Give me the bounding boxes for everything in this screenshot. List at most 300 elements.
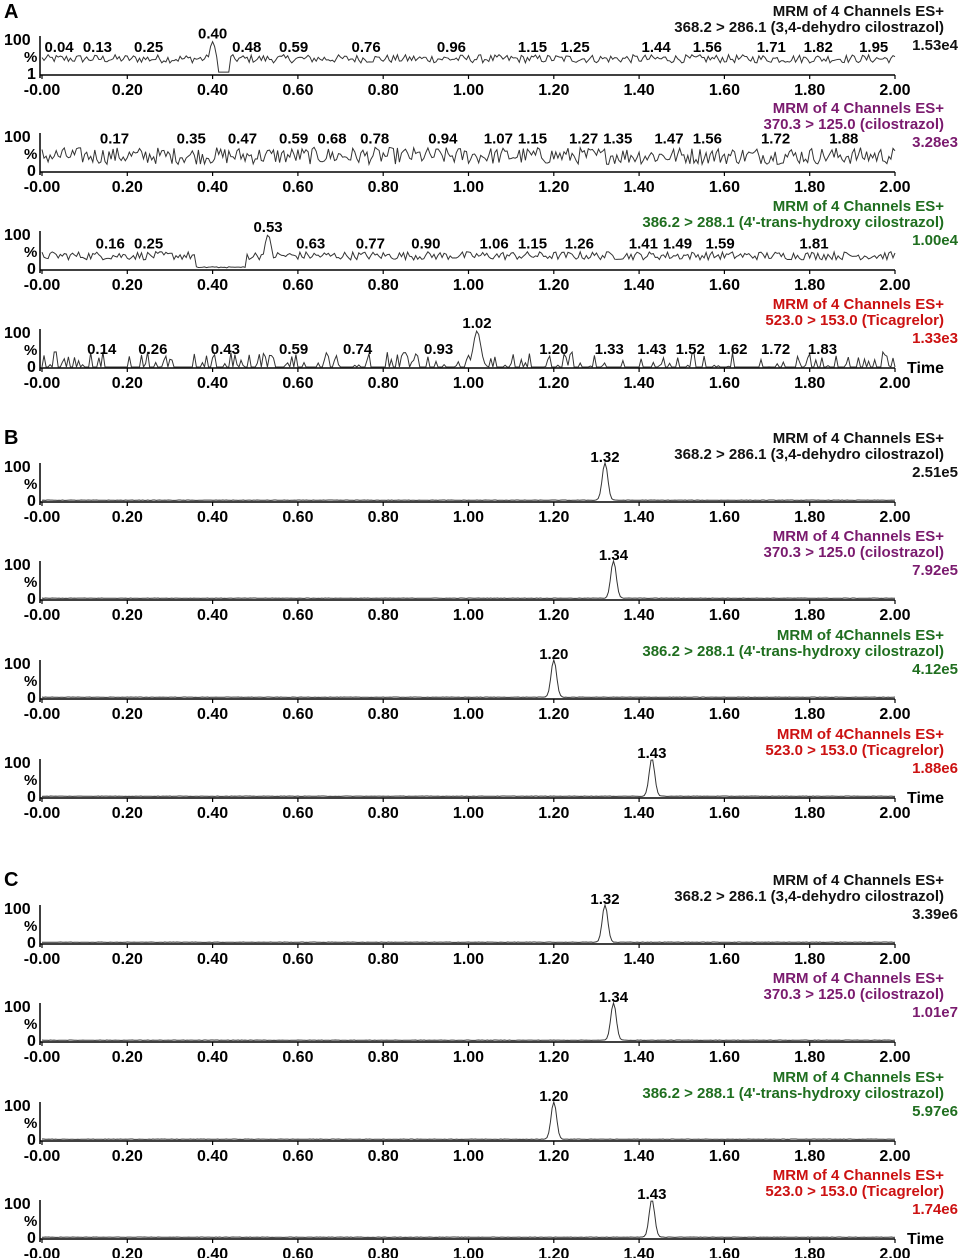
intensity-label: 3.28e3 [912, 134, 958, 151]
channel-title: MRM of 4 Channels ES+ [772, 198, 944, 215]
peak-label: 0.68 [317, 130, 347, 148]
y-axis-label: % [24, 1016, 38, 1033]
x-tick-label: 1.80 [794, 277, 826, 294]
y-axis-label: % [24, 1115, 38, 1132]
x-tick-label: 2.00 [879, 1246, 911, 1258]
x-axis-label: Time [907, 360, 945, 377]
x-tick-label: 1.60 [708, 805, 740, 822]
panel-c [4, 869, 958, 1258]
peak-label: 0.59 [279, 38, 309, 56]
x-tick-label: 1.80 [794, 1049, 826, 1066]
trace [4, 100, 958, 196]
peak-label: 1.59 [705, 235, 735, 253]
x-tick-label: 0.80 [367, 1246, 399, 1258]
x-tick-label: 1.40 [623, 375, 655, 392]
peak-label: 1.15 [517, 235, 548, 253]
y-tick-0: 0 [27, 591, 36, 608]
x-tick-label: 1.80 [794, 805, 826, 822]
transition-label: 370.3 > 125.0 (cilostrazol) [763, 986, 944, 1003]
peak-label: 1.95 [859, 38, 889, 56]
peak-label: 0.26 [138, 340, 168, 358]
x-tick-label: 1.40 [623, 607, 655, 624]
peak-label: 0.59 [279, 340, 309, 358]
peak-label: 0.04 [44, 38, 74, 56]
trace [4, 872, 958, 968]
y-tick-0: 0 [27, 690, 36, 707]
trace-line [42, 760, 895, 797]
trace-line [42, 1003, 895, 1040]
y-axis-label: % [24, 146, 38, 163]
peak-label: 0.94 [428, 130, 458, 148]
transition-label: 386.2 > 288.1 (4'-trans-hydroxy cilostrazol) [642, 1085, 944, 1102]
peak-label: 1.43 [637, 340, 667, 358]
peak-label: 1.25 [560, 38, 590, 56]
y-axis-label: % [24, 1213, 38, 1230]
trace [4, 528, 958, 624]
peak-label: 1.27 [569, 130, 599, 148]
x-tick-label: 0.60 [282, 951, 314, 968]
x-tick-label: 1.20 [538, 607, 570, 624]
peak-label: 0.35 [176, 130, 206, 148]
peak-label: 1.62 [718, 340, 748, 358]
x-tick-label: 1.20 [538, 1049, 570, 1066]
x-tick-label: -0.00 [23, 1246, 61, 1258]
intensity-label: 1.33e3 [912, 330, 958, 347]
y-tick-100: 100 [4, 755, 31, 772]
x-tick-label: 2.00 [879, 82, 911, 99]
x-tick-label: 0.20 [111, 1246, 143, 1258]
channel-title: MRM of 4 Channels ES+ [772, 296, 944, 313]
x-tick-label: 0.20 [111, 509, 143, 526]
y-axis-label: % [24, 342, 38, 359]
peak-label: 0.63 [296, 235, 326, 253]
x-tick-label: 1.80 [794, 706, 826, 723]
channel-title: MRM of 4 Channels ES+ [772, 970, 944, 987]
x-tick-label: 1.60 [708, 1049, 740, 1066]
x-tick-label: 1.20 [538, 375, 570, 392]
panel-label: B [4, 427, 19, 449]
x-tick-label: 1.40 [623, 179, 655, 196]
peak-label: 1.83 [807, 340, 838, 358]
intensity-label: 3.39e6 [912, 906, 958, 923]
x-tick-label: 0.40 [197, 1049, 229, 1066]
peak-label: 0.59 [279, 130, 309, 148]
y-tick-0: 0 [27, 1132, 36, 1149]
x-tick-label: 2.00 [879, 1148, 911, 1165]
x-tick-label: 1.00 [452, 951, 485, 968]
x-tick-label: -0.00 [23, 706, 61, 723]
peak-label: 1.72 [760, 130, 791, 148]
x-tick-label: 1.60 [708, 1148, 740, 1165]
x-tick-label: 2.00 [879, 1049, 911, 1066]
transition-label: 370.3 > 125.0 (cilostrazol) [763, 116, 944, 133]
channel-title: MRM of 4 Channels ES+ [772, 1069, 944, 1086]
y-tick-100: 100 [4, 999, 31, 1016]
channel-title: MRM of 4 Channels ES+ [772, 100, 944, 117]
x-tick-label: 1.80 [794, 1246, 826, 1258]
peak-label: 1.43 [637, 745, 667, 762]
peak-label: 0.48 [232, 38, 262, 56]
panel-b [4, 427, 958, 822]
x-tick-label: 1.80 [794, 607, 826, 624]
transition-label: 523.0 > 153.0 (Ticagrelor) [765, 1183, 944, 1200]
x-tick-label: 0.40 [197, 1246, 229, 1258]
x-tick-label: 1.40 [623, 1246, 655, 1258]
y-tick-0: 0 [27, 1230, 36, 1247]
y-axis-label: % [24, 918, 38, 935]
channel-title: MRM of 4Channels ES+ [776, 627, 944, 644]
x-tick-label: 1.00 [452, 706, 485, 723]
x-tick-label: 0.40 [197, 82, 229, 99]
x-tick-label: 0.60 [282, 375, 314, 392]
x-tick-label: 0.40 [197, 607, 229, 624]
peak-label: 1.20 [539, 646, 569, 663]
x-tick-label: 1.20 [538, 82, 570, 99]
x-tick-label: -0.00 [23, 375, 61, 392]
trace [4, 1167, 958, 1258]
x-tick-label: 0.80 [367, 179, 399, 196]
intensity-label: 1.88e6 [912, 760, 958, 777]
x-tick-label: 1.60 [708, 706, 740, 723]
x-tick-label: 0.20 [111, 805, 143, 822]
y-tick-100: 100 [4, 227, 31, 244]
x-axis-label: Time [907, 790, 945, 807]
x-tick-label: -0.00 [23, 82, 61, 99]
x-tick-label: 1.60 [708, 375, 740, 392]
x-tick-label: 1.00 [452, 1049, 485, 1066]
x-tick-label: 0.20 [111, 1049, 143, 1066]
x-tick-label: 1.60 [708, 951, 740, 968]
x-tick-label: 0.80 [367, 82, 399, 99]
x-tick-label: 1.60 [708, 82, 740, 99]
y-axis-label: % [24, 476, 38, 493]
trace [4, 1069, 958, 1165]
peak-label: 0.53 [253, 218, 283, 236]
x-tick-label: 2.00 [879, 706, 911, 723]
x-tick-label: 0.40 [197, 805, 229, 822]
y-tick-0: 0 [27, 935, 36, 952]
trace [4, 726, 958, 822]
intensity-label: 1.00e4 [912, 232, 958, 249]
peak-label: 1.52 [675, 340, 705, 358]
intensity-label: 7.92e5 [912, 562, 958, 579]
y-tick-0: 0 [27, 261, 36, 278]
x-tick-label: 0.80 [367, 706, 399, 723]
channel-title: MRM of 4 Channels ES+ [772, 872, 944, 889]
x-tick-label: 1.40 [623, 277, 655, 294]
peak-label: 0.14 [87, 340, 117, 358]
peak-label: 1.44 [641, 38, 671, 56]
x-tick-label: 1.40 [623, 805, 655, 822]
trace-line [42, 463, 895, 500]
x-tick-label: 0.40 [197, 179, 229, 196]
x-tick-label: 0.80 [367, 509, 399, 526]
intensity-label: 1.53e4 [912, 37, 958, 54]
x-tick-label: 0.60 [282, 1148, 314, 1165]
y-tick-0: 0 [27, 359, 36, 376]
y-tick-0: 0 [27, 493, 36, 510]
x-tick-label: 1.20 [538, 179, 570, 196]
panel-a [4, 1, 959, 392]
x-axis-label: Time [907, 1231, 945, 1248]
trace-line [42, 561, 895, 598]
x-tick-label: 1.20 [538, 277, 570, 294]
x-tick-label: 0.60 [282, 706, 314, 723]
y-axis-label: % [24, 673, 38, 690]
x-tick-label: 1.20 [538, 1246, 570, 1258]
peak-label: 0.25 [134, 38, 164, 56]
x-tick-label: 0.60 [282, 82, 314, 99]
trace-line [42, 905, 895, 942]
peak-label: 1.35 [603, 130, 633, 148]
x-tick-label: -0.00 [23, 1049, 61, 1066]
peak-label: 1.56 [692, 38, 722, 56]
transition-label: 370.3 > 125.0 (cilostrazol) [763, 544, 944, 561]
peak-label: 1.33 [594, 340, 624, 358]
peak-label: 0.77 [355, 235, 386, 253]
x-tick-label: 1.00 [452, 607, 485, 624]
x-tick-label: 1.80 [794, 1148, 826, 1165]
peak-label: 0.43 [210, 340, 240, 358]
y-tick-100: 100 [4, 1196, 31, 1213]
x-tick-label: 0.60 [282, 179, 314, 196]
x-tick-label: 1.40 [623, 1148, 655, 1165]
y-tick-100: 100 [4, 32, 31, 49]
trace-line [42, 660, 895, 697]
x-tick-label: 1.20 [538, 951, 570, 968]
peak-label: 1.06 [479, 235, 509, 253]
transition-label: 386.2 > 288.1 (4'-trans-hydroxy cilostrazol) [642, 214, 944, 231]
x-tick-label: 1.20 [538, 1148, 570, 1165]
x-tick-label: 1.60 [708, 607, 740, 624]
y-axis-label: % [24, 772, 38, 789]
peak-label: 0.78 [360, 130, 390, 148]
x-tick-label: 0.60 [282, 805, 314, 822]
peak-label: 1.15 [517, 130, 548, 148]
x-tick-label: 0.20 [111, 951, 143, 968]
x-tick-label: 1.80 [794, 82, 826, 99]
y-tick-100: 100 [4, 901, 31, 918]
x-tick-label: 0.60 [282, 607, 314, 624]
peak-label: 0.74 [343, 340, 373, 358]
peak-label: 0.17 [99, 130, 130, 148]
x-tick-label: 1.60 [708, 509, 740, 526]
y-tick-100: 100 [4, 129, 31, 146]
x-tick-label: 1.00 [452, 375, 485, 392]
x-tick-label: 0.80 [367, 607, 399, 624]
x-tick-label: 1.40 [623, 509, 655, 526]
y-axis-label: % [24, 574, 38, 591]
channel-title: MRM of 4 Channels ES+ [772, 528, 944, 545]
peak-label: 1.81 [799, 235, 829, 253]
x-tick-label: -0.00 [23, 509, 61, 526]
x-tick-label: 1.20 [538, 509, 570, 526]
x-tick-label: 2.00 [879, 277, 911, 294]
x-tick-label: 1.00 [452, 509, 485, 526]
channel-title: MRM of 4 Channels ES+ [772, 1167, 944, 1184]
x-tick-label: 0.20 [111, 277, 143, 294]
x-tick-label: 0.80 [367, 277, 399, 294]
y-axis-label: % [24, 49, 38, 66]
transition-label: 368.2 > 286.1 (3,4-dehydro cilostrazol) [674, 19, 944, 36]
intensity-label: 2.51e5 [912, 464, 958, 481]
x-tick-label: 0.40 [197, 1148, 229, 1165]
y-tick-0: 0 [27, 163, 36, 180]
peak-label: 0.16 [95, 235, 125, 253]
x-tick-label: -0.00 [23, 277, 61, 294]
peak-label: 1.20 [539, 340, 569, 358]
peak-label: 0.25 [134, 235, 164, 253]
x-tick-label: -0.00 [23, 951, 61, 968]
peak-label: 1.82 [803, 38, 833, 56]
peak-label: 1.02 [462, 314, 492, 332]
trace-line [42, 1102, 895, 1139]
peak-label: 1.71 [756, 38, 786, 56]
x-tick-label: 0.40 [197, 706, 229, 723]
peak-label: 1.56 [692, 130, 722, 148]
x-tick-label: 0.60 [282, 277, 314, 294]
channel-title: MRM of 4 Channels ES+ [772, 430, 944, 447]
transition-label: 368.2 > 286.1 (3,4-dehydro cilostrazol) [674, 446, 944, 463]
y-tick-100: 100 [4, 557, 31, 574]
y-tick-100: 100 [4, 459, 31, 476]
intensity-label: 1.01e7 [912, 1004, 958, 1021]
y-tick-0: 0 [27, 1033, 36, 1050]
transition-label: 386.2 > 288.1 (4'-trans-hydroxy cilostrazol) [642, 643, 944, 660]
x-tick-label: 0.80 [367, 1148, 399, 1165]
x-tick-label: 0.40 [197, 951, 229, 968]
peak-label: 1.32 [590, 449, 620, 466]
intensity-label: 5.97e6 [912, 1103, 958, 1120]
x-tick-label: 0.60 [282, 1246, 314, 1258]
peak-label: 1.32 [590, 891, 620, 908]
x-tick-label: -0.00 [23, 607, 61, 624]
channel-title: MRM of 4Channels ES+ [776, 726, 944, 743]
x-tick-label: -0.00 [23, 1148, 61, 1165]
x-tick-label: 1.00 [452, 82, 485, 99]
x-tick-label: 0.40 [197, 509, 229, 526]
trace [4, 430, 958, 526]
x-tick-label: 1.60 [708, 1246, 740, 1258]
peak-label: 0.90 [411, 235, 441, 253]
transition-label: 523.0 > 153.0 (Ticagrelor) [765, 312, 944, 329]
x-tick-label: 0.80 [367, 375, 399, 392]
peak-label: 0.13 [82, 38, 113, 56]
peak-label: 0.93 [424, 340, 454, 358]
trace [4, 3, 959, 99]
peak-label: 1.88 [829, 130, 859, 148]
x-tick-label: 1.00 [452, 1148, 485, 1165]
x-tick-label: 2.00 [879, 607, 911, 624]
peak-label: 1.07 [483, 130, 513, 148]
y-tick-0: 1 [27, 66, 36, 83]
x-tick-label: 1.40 [623, 706, 655, 723]
x-tick-label: 0.60 [282, 509, 314, 526]
peak-label: 1.72 [760, 340, 791, 358]
x-tick-label: 1.40 [623, 951, 655, 968]
intensity-label: 4.12e5 [912, 661, 958, 678]
panel-label: C [4, 869, 19, 891]
x-tick-label: 0.80 [367, 951, 399, 968]
y-tick-100: 100 [4, 656, 31, 673]
x-tick-label: 2.00 [879, 951, 911, 968]
peak-label: 1.34 [598, 547, 629, 564]
intensity-label: 1.74e6 [912, 1201, 958, 1218]
x-tick-label: 1.40 [623, 1049, 655, 1066]
transition-label: 368.2 > 286.1 (3,4-dehydro cilostrazol) [674, 888, 944, 905]
x-tick-label: 0.20 [111, 1148, 143, 1165]
peak-label: 1.20 [539, 1088, 569, 1105]
x-tick-label: -0.00 [23, 805, 61, 822]
y-tick-100: 100 [4, 1098, 31, 1115]
x-tick-label: 1.60 [708, 277, 740, 294]
x-tick-label: 2.00 [879, 375, 911, 392]
y-tick-100: 100 [4, 325, 31, 342]
x-tick-label: 2.00 [879, 509, 911, 526]
x-tick-label: 0.80 [367, 805, 399, 822]
peak-label: 1.41 [628, 235, 658, 253]
panel-label: A [4, 1, 19, 23]
trace [4, 627, 958, 723]
x-tick-label: 1.80 [794, 179, 826, 196]
x-tick-label: 0.20 [111, 375, 143, 392]
x-tick-label: 1.80 [794, 509, 826, 526]
x-tick-label: 0.60 [282, 1049, 314, 1066]
peak-label: 1.15 [517, 38, 548, 56]
x-tick-label: 1.40 [623, 82, 655, 99]
peak-label: 1.26 [564, 235, 594, 253]
trace [4, 970, 958, 1066]
x-tick-label: 1.00 [452, 277, 485, 294]
x-tick-label: 2.00 [879, 805, 911, 822]
x-tick-label: 0.20 [111, 706, 143, 723]
trace [4, 296, 958, 392]
peak-label: 1.43 [637, 1186, 667, 1203]
trace-line [42, 1201, 895, 1237]
x-tick-label: 1.20 [538, 706, 570, 723]
trace-line [42, 147, 895, 164]
transition-label: 523.0 > 153.0 (Ticagrelor) [765, 742, 944, 759]
y-axis-label: % [24, 244, 38, 261]
peak-label: 0.40 [197, 25, 228, 43]
trace-line [42, 235, 895, 267]
x-tick-label: 2.00 [879, 179, 911, 196]
x-tick-label: 0.20 [111, 607, 143, 624]
peak-label: 1.47 [654, 130, 684, 148]
peak-label: 0.76 [351, 38, 381, 56]
x-tick-label: 0.40 [197, 375, 229, 392]
x-tick-label: 0.20 [111, 179, 143, 196]
x-tick-label: 1.20 [538, 805, 570, 822]
x-tick-label: 1.00 [452, 179, 485, 196]
trace [4, 198, 959, 294]
y-tick-0: 0 [27, 789, 36, 806]
channel-title: MRM of 4 Channels ES+ [772, 3, 944, 20]
x-tick-label: 0.80 [367, 1049, 399, 1066]
x-tick-label: 1.00 [452, 805, 485, 822]
peak-label: 0.96 [436, 38, 467, 56]
x-tick-label: 1.80 [794, 951, 826, 968]
x-tick-label: 1.60 [708, 179, 740, 196]
peak-label: 1.49 [662, 235, 693, 253]
x-tick-label: 0.40 [197, 277, 229, 294]
x-tick-label: -0.00 [23, 179, 61, 196]
peak-label: 0.47 [227, 130, 258, 148]
x-tick-label: 1.80 [794, 375, 826, 392]
x-tick-label: 1.00 [452, 1246, 485, 1258]
x-tick-label: 0.20 [111, 82, 143, 99]
peak-label: 1.34 [598, 989, 629, 1006]
